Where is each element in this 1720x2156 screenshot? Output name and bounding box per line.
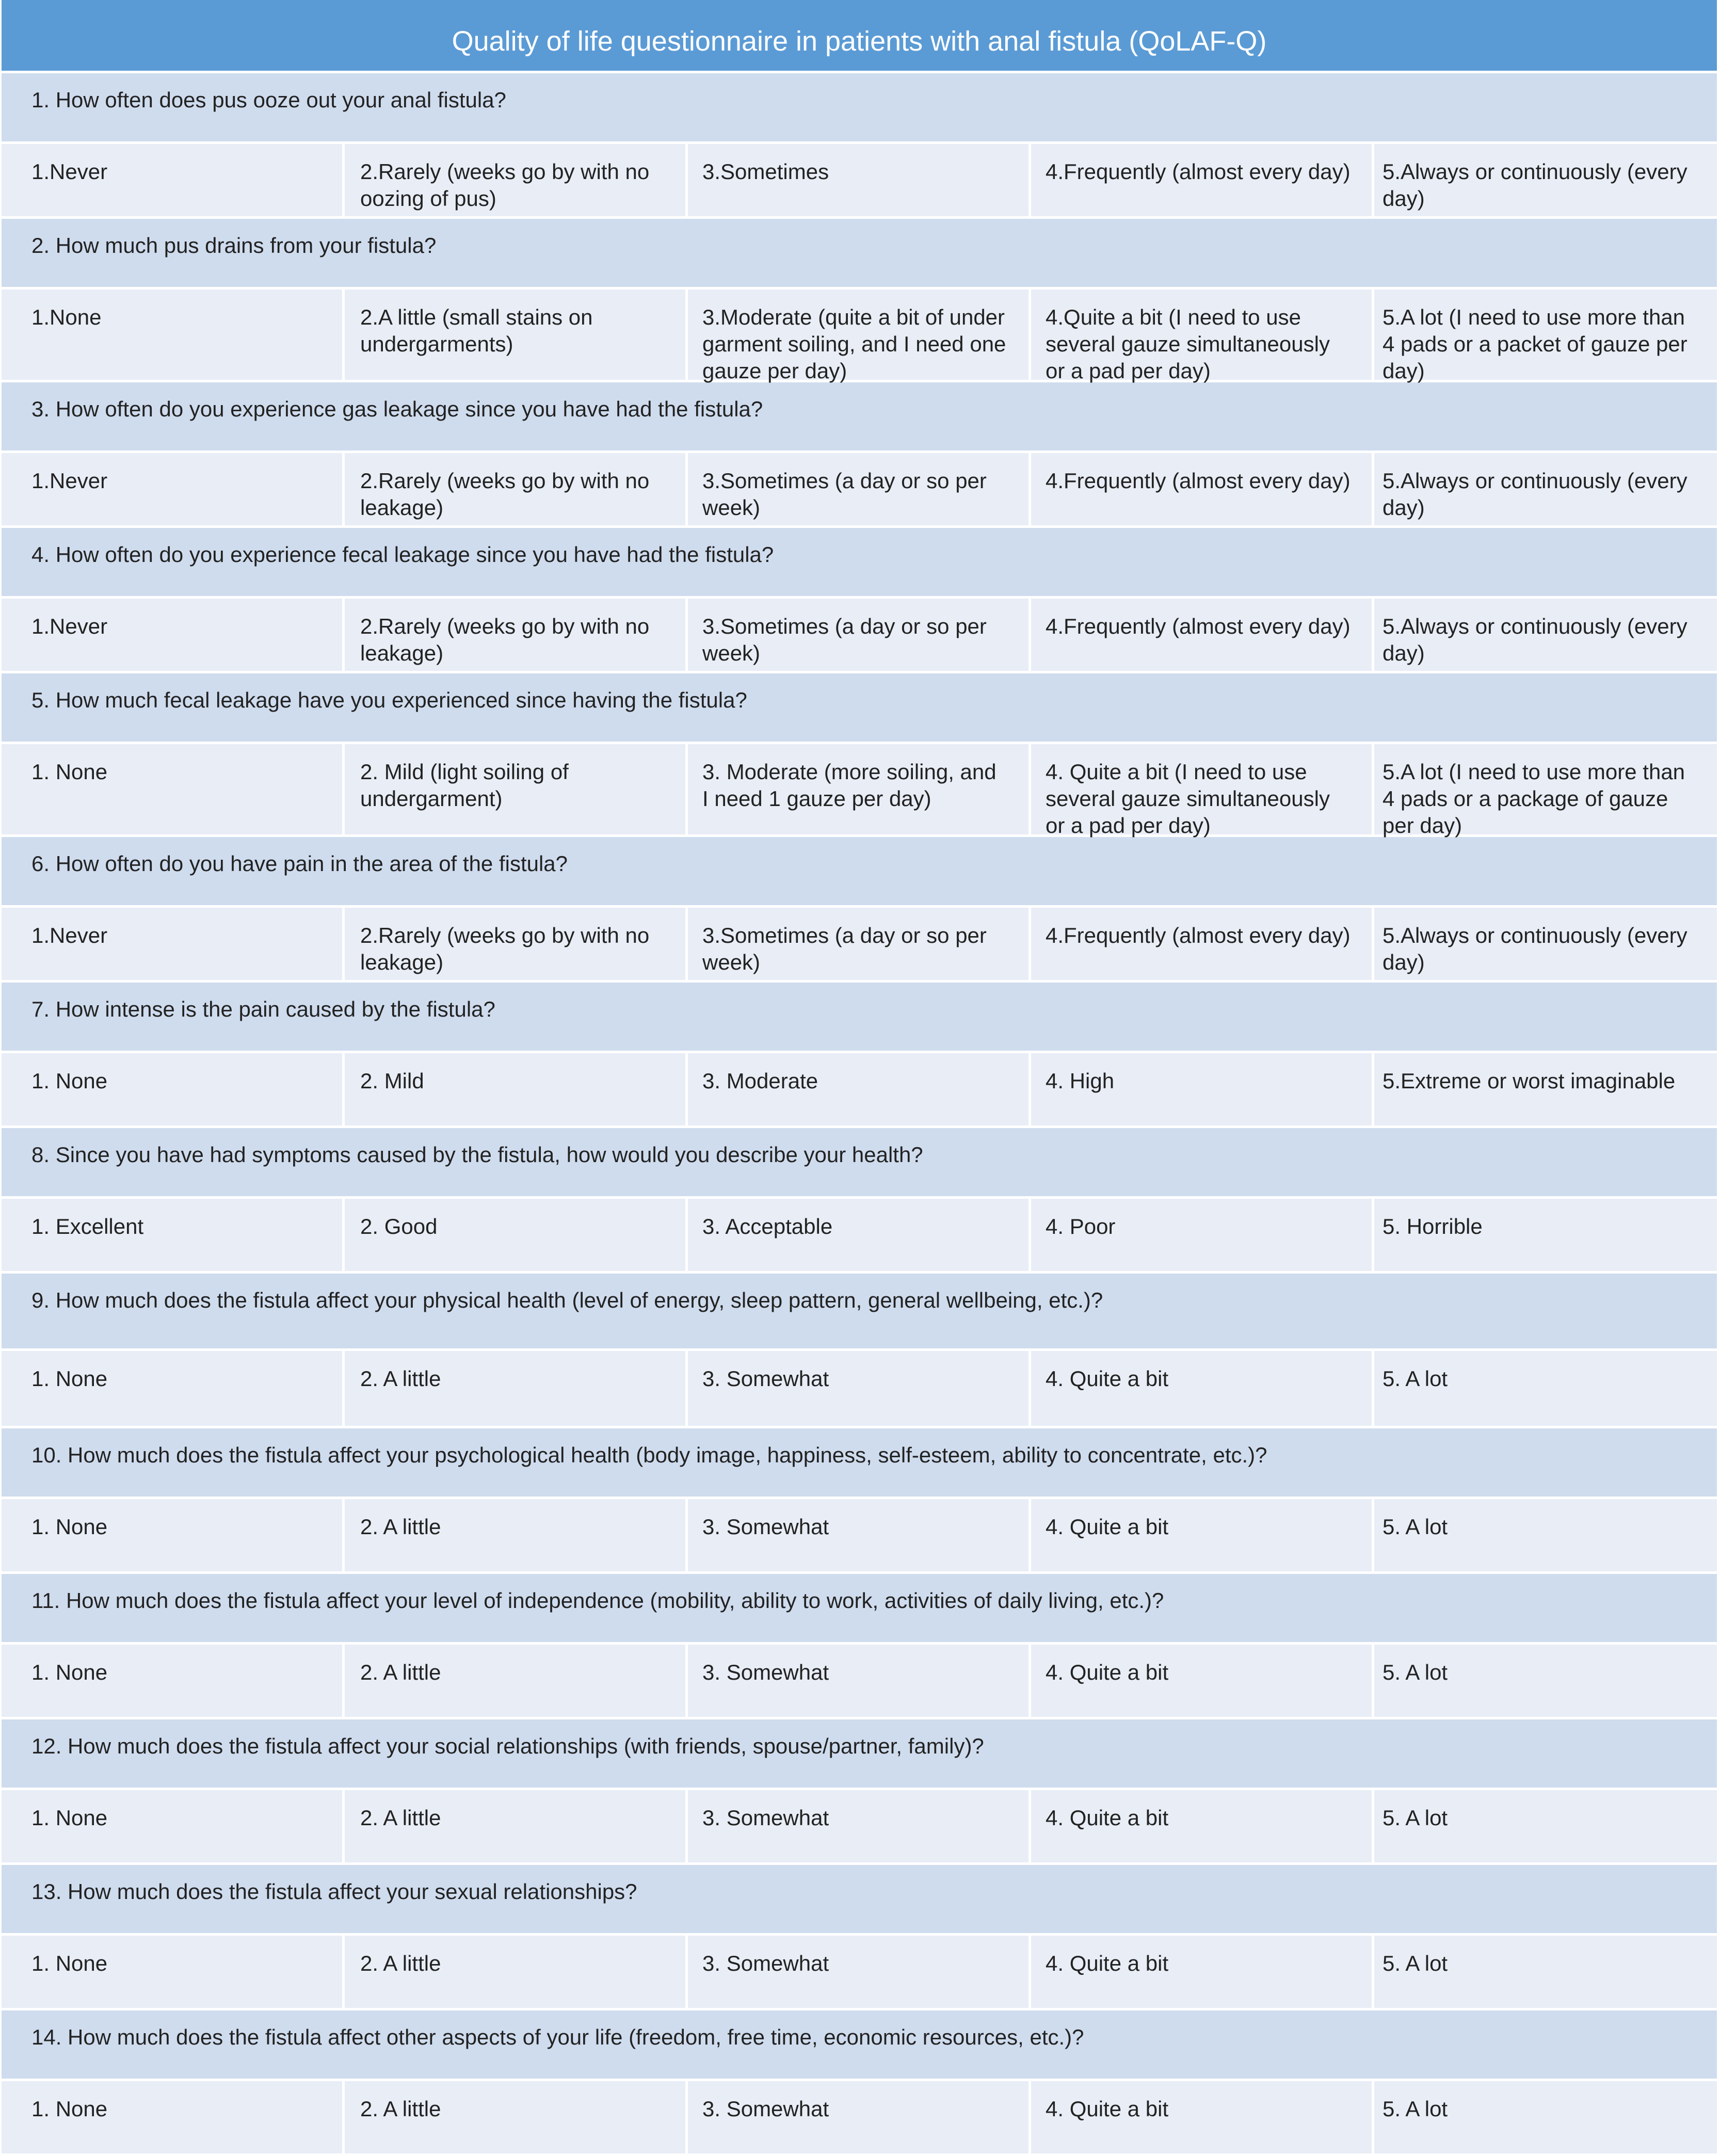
question-text: 12. How much does the fistula affect your social relationships (with friends, spouse/partner, family)?	[2, 1719, 1717, 1790]
answer-option: 1. None	[2, 2081, 345, 2153]
answer-option: 1.Never	[2, 908, 345, 980]
answer-option: 4. Quite a bit	[1031, 1499, 1374, 1571]
answer-option: 3. Somewhat	[688, 1790, 1031, 1862]
answer-option: 1.Never	[2, 599, 345, 671]
answer-options-row	[2, 908, 1717, 983]
answer-option: 2.Rarely (weeks go by with no leakage)	[345, 599, 688, 671]
answer-options-row	[2, 2081, 1717, 2156]
answer-option: 4. Quite a bit (I need to use several gauze simultaneously or a pad per day)	[1031, 744, 1374, 834]
answer-option: 2. Good	[345, 1199, 688, 1271]
answer-option: 1. None	[2, 1351, 345, 1426]
answer-option: 2. A little	[345, 1351, 688, 1426]
answer-option: 4.Frequently (almost every day)	[1031, 599, 1374, 671]
answer-option: 4. Poor	[1031, 1199, 1374, 1271]
answer-option: 2.Rarely (weeks go by with no leakage)	[345, 453, 688, 525]
question-text: 14. How much does the fistula affect other aspects of your life (freedom, free time, economic resources, etc.)?	[2, 2010, 1717, 2081]
answer-option: 4.Quite a bit (I need to use several gauze simultaneously or a pad per day)	[1031, 289, 1374, 380]
question-text: 11. How much does the fistula affect your level of independence (mobility, ability to work, activities of daily living, etc.)?	[2, 1574, 1717, 1645]
answer-option: 1. None	[2, 1499, 345, 1571]
answer-option: 4. Quite a bit	[1031, 2081, 1374, 2153]
answer-option: 3.Sometimes	[688, 144, 1031, 216]
answer-option: 5. A lot	[1374, 1645, 1717, 1717]
answer-option: 5. Horrible	[1374, 1199, 1717, 1271]
question-text: 4. How often do you experience fecal leakage since you have had the fistula?	[2, 528, 1717, 599]
answer-option: 3. Moderate	[688, 1053, 1031, 1125]
answer-option: 3. Acceptable	[688, 1199, 1031, 1271]
question-text: 2. How much pus drains from your fistula?	[2, 219, 1717, 289]
question-text: 9. How much does the fistula affect your physical health (level of energy, sleep pattern, general wellbeing, etc.)?	[2, 1274, 1717, 1351]
question-text: 3. How often do you experience gas leakage since you have had the fistula?	[2, 382, 1717, 453]
answer-option: 2. A little	[345, 1790, 688, 1862]
answer-option: 2.Rarely (weeks go by with no leakage)	[345, 908, 688, 980]
answer-options-row	[2, 1199, 1717, 1274]
question-rows	[2, 73, 1717, 2156]
answer-option: 5. A lot	[1374, 1351, 1717, 1426]
answer-option: 4.Frequently (almost every day)	[1031, 144, 1374, 216]
question-text: 10. How much does the fistula affect your psychological health (body image, happiness, self-esteem, ability to concentrate, etc.)?	[2, 1428, 1717, 1499]
answer-option: 1. None	[2, 1936, 345, 2008]
answer-option: 4. Quite a bit	[1031, 1790, 1374, 1862]
questionnaire-table	[2, 0, 1717, 2156]
answer-option: 4. Quite a bit	[1031, 1351, 1374, 1426]
answer-options-row	[2, 744, 1717, 837]
answer-option: 5.Always or continuously (every day)	[1374, 908, 1717, 980]
answer-option: 2. A little	[345, 1936, 688, 2008]
answer-option: 3. Somewhat	[688, 1351, 1031, 1426]
answer-options-row	[2, 1053, 1717, 1128]
answer-option: 2. Mild (light soiling of undergarment)	[345, 744, 688, 834]
answer-option: 5. A lot	[1374, 1499, 1717, 1571]
answer-option: 5. A lot	[1374, 2081, 1717, 2153]
answer-option: 1.Never	[2, 144, 345, 216]
answer-option: 3. Somewhat	[688, 2081, 1031, 2153]
answer-option: 1. None	[2, 1645, 345, 1717]
answer-option: 1. Excellent	[2, 1199, 345, 1271]
answer-option: 2. A little	[345, 1645, 688, 1717]
answer-option: 5.A lot (I need to use more than 4 pads or a package of gauze per day)	[1374, 744, 1717, 834]
answer-option: 1. None	[2, 1790, 345, 1862]
answer-option: 3. Somewhat	[688, 1499, 1031, 1571]
answer-option: 2.Rarely (weeks go by with no oozing of pus)	[345, 144, 688, 216]
answer-option: 3.Sometimes (a day or so per week)	[688, 599, 1031, 671]
answer-options-row	[2, 599, 1717, 673]
answer-options-row	[2, 453, 1717, 528]
answer-option: 2. A little	[345, 2081, 688, 2153]
answer-options-row	[2, 1936, 1717, 2010]
answer-options-row	[2, 144, 1717, 219]
answer-option: 4. Quite a bit	[1031, 1645, 1374, 1717]
answer-option: 2. A little	[345, 1499, 688, 1571]
answer-option: 5.Always or continuously (every day)	[1374, 599, 1717, 671]
question-text: 8. Since you have had symptoms caused by the fistula, how would you describe your health?	[2, 1128, 1717, 1199]
answer-option: 3.Sometimes (a day or so per week)	[688, 908, 1031, 980]
answer-option: 5.Extreme or worst imaginable	[1374, 1053, 1717, 1125]
answer-option: 3.Moderate (quite a bit of under garment soiling, and I need one gauze per day)	[688, 289, 1031, 380]
answer-option: 5.Always or continuously (every day)	[1374, 453, 1717, 525]
answer-options-row	[2, 289, 1717, 382]
answer-option: 4.Frequently (almost every day)	[1031, 908, 1374, 980]
answer-option: 3.Sometimes (a day or so per week)	[688, 453, 1031, 525]
answer-option: 5. A lot	[1374, 1790, 1717, 1862]
answer-option: 1. None	[2, 1053, 345, 1125]
answer-option: 3. Somewhat	[688, 1936, 1031, 2008]
answer-option: 5. A lot	[1374, 1936, 1717, 2008]
answer-option: 4.Frequently (almost every day)	[1031, 453, 1374, 525]
answer-option: 3. Somewhat	[688, 1645, 1031, 1717]
answer-option: 1.None	[2, 289, 345, 380]
answer-options-row	[2, 1790, 1717, 1865]
answer-option: 4. High	[1031, 1053, 1374, 1125]
answer-option: 5.Always or continuously (every day)	[1374, 144, 1717, 216]
answer-option: 2. Mild	[345, 1053, 688, 1125]
answer-options-row	[2, 1499, 1717, 1574]
answer-option: 5.A lot (I need to use more than 4 pads or a packet of gauze per day)	[1374, 289, 1717, 380]
answer-option: 3. Moderate (more soiling, and I need 1 gauze per day)	[688, 744, 1031, 834]
answer-option: 2.A little (small stains on undergarments)	[345, 289, 688, 380]
answer-option: 4. Quite a bit	[1031, 1936, 1374, 2008]
question-text: 5. How much fecal leakage have you experienced since having the fistula?	[2, 673, 1717, 744]
question-text: 6. How often do you have pain in the area of the fistula?	[2, 837, 1717, 908]
answer-options-row	[2, 1351, 1717, 1428]
answer-option: 1. None	[2, 744, 345, 834]
question-text: 13. How much does the fistula affect your sexual relationships?	[2, 1865, 1717, 1936]
answer-options-row	[2, 1645, 1717, 1719]
question-text: 7. How intense is the pain caused by the fistula?	[2, 983, 1717, 1053]
question-text: 1. How often does pus ooze out your anal fistula?	[2, 73, 1717, 144]
answer-option: 1.Never	[2, 453, 345, 525]
table-title: Quality of life questionnaire in patients with anal fistula (QoLAF-Q)	[2, 0, 1717, 73]
